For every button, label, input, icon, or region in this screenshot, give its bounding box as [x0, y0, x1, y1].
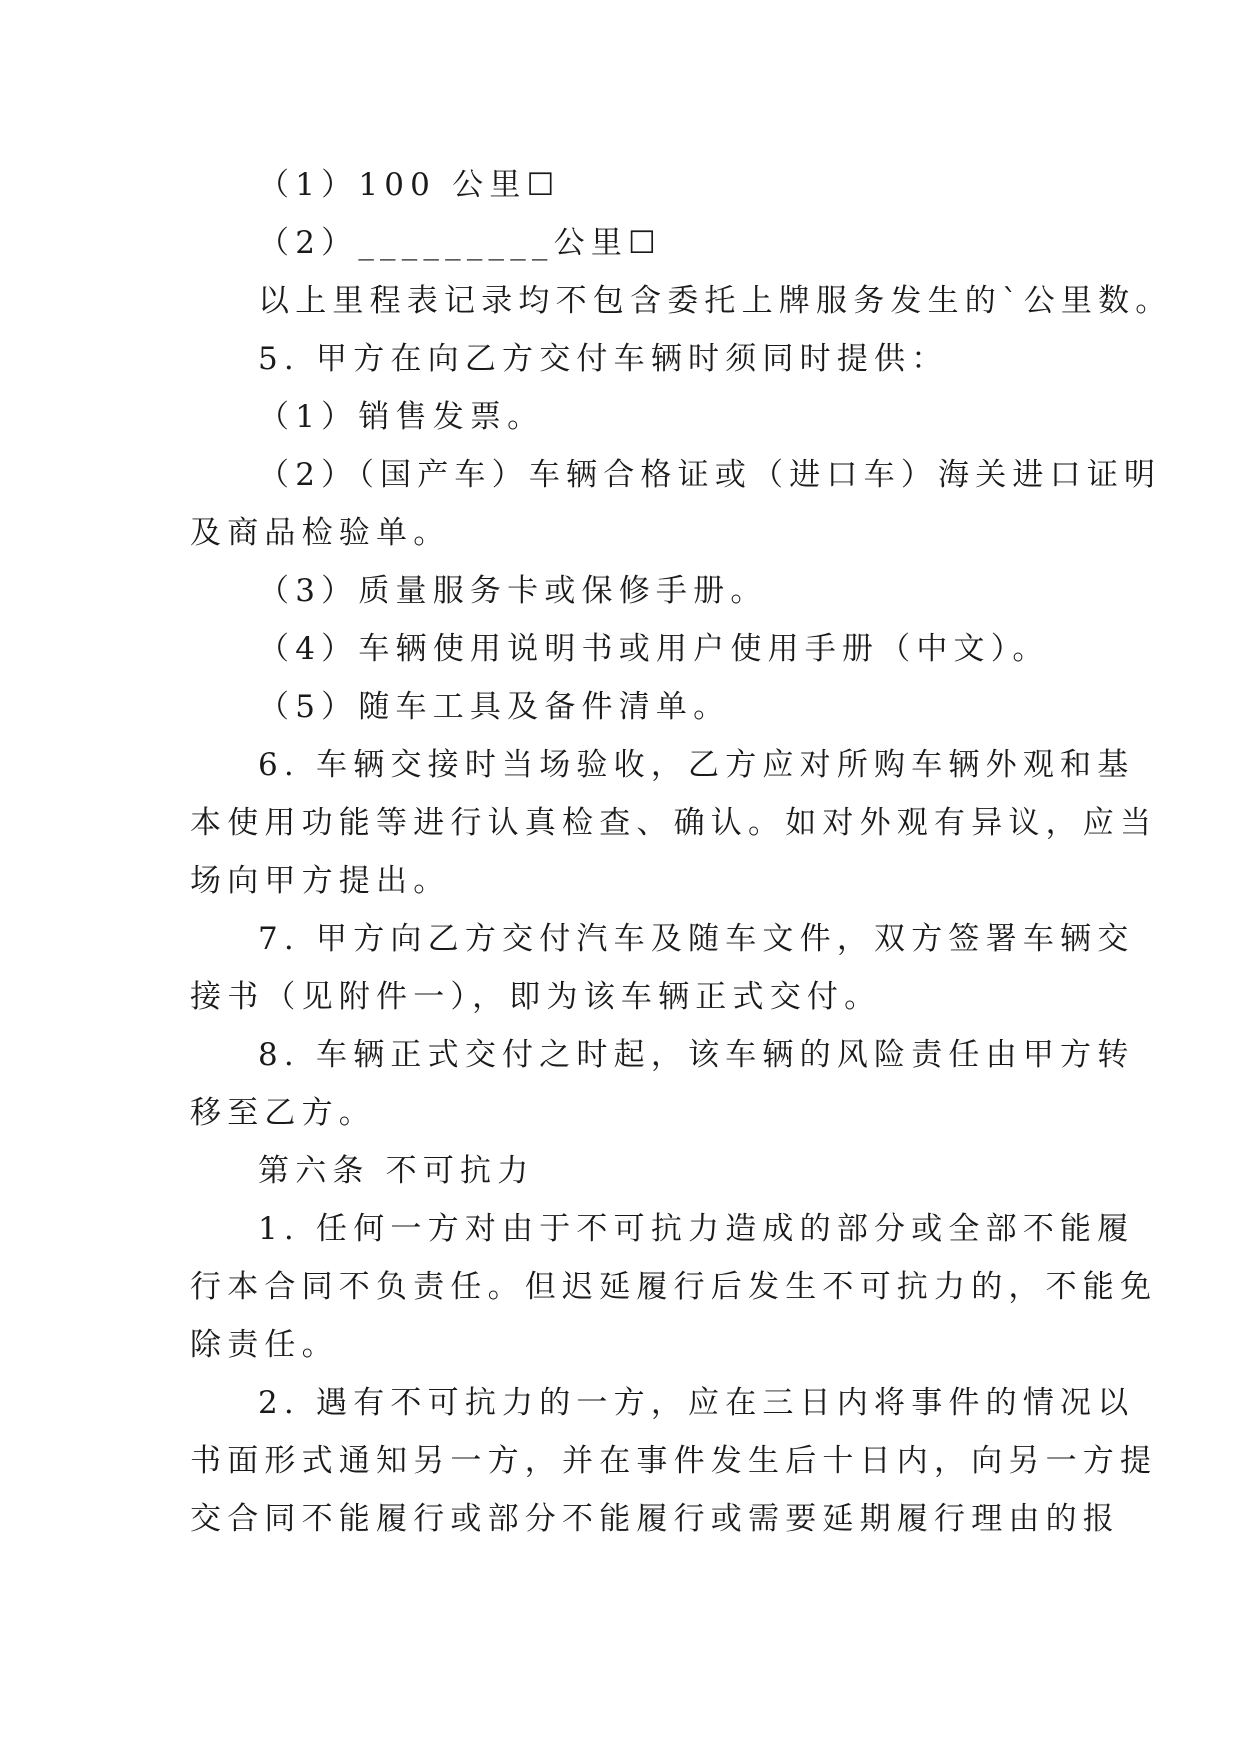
text-line: （1）100 公里☐	[258, 167, 561, 203]
text-line: 接书（见附件一），即为该车辆正式交付。	[190, 979, 882, 1015]
text-line: 本使用功能等进行认真检查、确认。如对外观有异议，应当	[190, 805, 1158, 841]
text-line: 书面形式通知另一方，并在事件发生后十日内，向另一方提	[190, 1443, 1158, 1479]
section-heading: 第六条 不可抗力	[258, 1153, 535, 1189]
text-line: 移至乙方。	[190, 1095, 376, 1131]
text-line: 场向甲方提出。	[190, 863, 451, 899]
text-line: 7. 甲方向乙方交付汽车及随车文件，双方签署车辆交	[258, 921, 1135, 957]
text-line: （4）车辆使用说明书或用户使用手册（中文）。	[258, 631, 1050, 667]
text-line: 5. 甲方在向乙方交付车辆时须同时提供：	[258, 341, 949, 377]
text-line: 除责任。	[190, 1327, 339, 1363]
text-line: 交合同不能履行或部分不能履行或需要延期履行理由的报	[190, 1501, 1120, 1537]
text-line: （3）质量服务卡或保修手册。	[258, 573, 768, 609]
text-line: 1. 任何一方对由于不可抗力造成的部分或全部不能履	[258, 1211, 1135, 1247]
text-line: （1）销售发票。	[258, 399, 545, 435]
text-line: （2）_________公里☐	[258, 225, 663, 261]
text-line: （5）随车工具及备件清单。	[258, 689, 731, 725]
text-line: 以上里程表记录均不包含委托上牌服务发生的`公里数。	[258, 283, 1173, 319]
text-line: 2. 遇有不可抗力的一方，应在三日内将事件的情况以	[258, 1385, 1135, 1421]
text-line: 行本合同不负责任。但迟延履行后发生不可抗力的，不能免	[190, 1269, 1158, 1305]
text-line: 6. 车辆交接时当场验收，乙方应对所购车辆外观和基	[258, 747, 1135, 783]
text-line: （2）（国产车）车辆合格证或（进口车）海关进口证明	[258, 457, 1162, 493]
text-line: 及商品检验单。	[190, 515, 451, 551]
text-line: 8. 车辆正式交付之时起，该车辆的风险责任由甲方转	[258, 1037, 1135, 1073]
